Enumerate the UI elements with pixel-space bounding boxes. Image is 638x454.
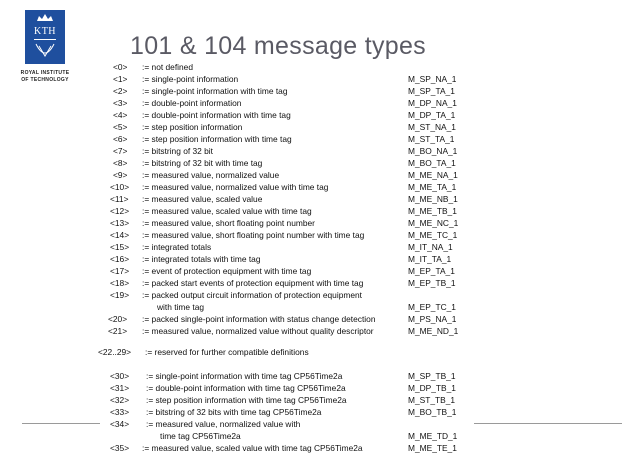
type-code: <0> — [113, 62, 128, 72]
list-item — [0, 265, 638, 277]
type-identifier: M_ME_TD_1 — [408, 431, 458, 441]
type-description: := bitstring of 32 bits with time tag CP56Time2a — [146, 407, 322, 417]
list-item — [0, 301, 638, 313]
type-identifier: M_ME_ND_1 — [408, 326, 459, 336]
type-code: <11> — [110, 194, 129, 204]
type-description: := packed output circuit information of protection equipment — [142, 290, 362, 300]
type-identifier: M_ST_TB_1 — [408, 395, 456, 405]
type-code: <4> — [113, 110, 128, 120]
type-code: <10> — [110, 182, 130, 192]
type-description: := event of protection equipment with time tag — [142, 266, 312, 276]
list-item — [0, 85, 638, 97]
type-description: := bitstring of 32 bit with time tag — [142, 158, 263, 168]
type-code: <34> — [110, 419, 130, 429]
type-description: := packed single-point information with status change detection — [142, 314, 376, 324]
type-identifier: M_ME_TA_1 — [408, 182, 457, 192]
type-description: := measured value, normalized value without quality descriptor — [142, 326, 374, 336]
type-identifier: M_DP_TA_1 — [408, 110, 456, 120]
type-identifier: M_SP_TA_1 — [408, 86, 455, 96]
list-item — [0, 370, 638, 382]
type-code: <16> — [110, 254, 130, 264]
type-code: <32> — [110, 395, 130, 405]
type-code: <7> — [113, 146, 128, 156]
list-item — [0, 289, 638, 301]
type-identifier: M_SP_TB_1 — [408, 371, 456, 381]
type-identifier: M_EP_TA_1 — [408, 266, 455, 276]
type-identifier: M_DP_TB_1 — [408, 383, 456, 393]
type-identifier: M_SP_NA_1 — [408, 74, 457, 84]
type-description: := step position information with time tag CP56Time2a — [146, 395, 347, 405]
type-description: time tag CP56Time2a — [160, 431, 241, 441]
type-identifier: M_EP_TC_1 — [408, 302, 456, 312]
type-code: <35> — [110, 443, 130, 453]
type-code: <8> — [113, 158, 128, 168]
type-code: <15> — [110, 242, 130, 252]
type-identifier: M_PS_NA_1 — [408, 314, 457, 324]
type-identifier: M_ME_TC_1 — [408, 230, 458, 240]
type-description: := measured value, scaled value with time tag CP56Time2a — [142, 443, 363, 453]
logo-text: KTH — [33, 26, 57, 37]
type-description: := measured value, normalized value with — [146, 419, 301, 429]
type-identifier: M_DP_NA_1 — [408, 98, 457, 108]
type-description: := measured value, short floating point number with time tag — [142, 230, 365, 240]
page-title: 101 & 104 message types — [130, 32, 426, 60]
type-code: <13> — [110, 218, 130, 228]
type-code: <19> — [110, 290, 130, 300]
type-code: <9> — [113, 170, 128, 180]
list-item — [0, 193, 638, 205]
list-item — [0, 313, 638, 325]
list-item — [0, 157, 638, 169]
type-code: <17> — [110, 266, 130, 276]
type-code: <5> — [113, 122, 128, 132]
type-description: := step position information — [142, 122, 243, 132]
type-code: <1> — [113, 74, 128, 84]
type-description: := double-point information with time tag CP56Time2a — [146, 383, 346, 393]
list-item — [0, 97, 638, 109]
list-item — [0, 229, 638, 241]
type-description: := integrated totals — [142, 242, 212, 252]
list-item — [0, 145, 638, 157]
type-code: <12> — [110, 206, 130, 216]
institute-line-1: ROYAL INSTITUTE — [20, 70, 70, 76]
type-identifier: M_ST_TA_1 — [408, 134, 455, 144]
list-item — [0, 442, 638, 454]
type-description: := bitstring of 32 bit — [142, 146, 213, 156]
list-item — [0, 430, 638, 442]
list-item — [0, 325, 638, 337]
type-code: <31> — [110, 383, 130, 393]
list-item — [0, 121, 638, 133]
list-item — [0, 346, 638, 358]
type-description: := single-point information with time tag — [142, 86, 288, 96]
type-identifier: M_ME_NC_1 — [408, 218, 459, 228]
type-code: <33> — [110, 407, 130, 417]
type-description: := single-point information — [142, 74, 239, 84]
type-code: <22..29> — [98, 347, 132, 357]
type-code: <6> — [113, 134, 128, 144]
type-identifier: M_BO_NA_1 — [408, 146, 458, 156]
type-identifier: M_ME_TE_1 — [408, 443, 457, 453]
type-description: := measured value, normalized value with time tag — [142, 182, 329, 192]
type-description: := double-point information — [142, 98, 242, 108]
list-item — [0, 241, 638, 253]
type-identifier: M_ME_NB_1 — [408, 194, 458, 204]
list-item — [0, 169, 638, 181]
type-description: := integrated totals with time tag — [142, 254, 261, 264]
list-item — [0, 406, 638, 418]
type-code: <3> — [113, 98, 128, 108]
footer-divider-right — [474, 423, 622, 424]
list-item — [0, 205, 638, 217]
type-description: := not defined — [142, 62, 193, 72]
list-item — [0, 61, 638, 73]
type-code: <20> — [108, 314, 128, 324]
list-item — [0, 181, 638, 193]
type-description: := step position information with time tag — [142, 134, 292, 144]
type-description: := double-point information with time tag — [142, 110, 291, 120]
type-code: <18> — [110, 278, 130, 288]
type-description: := measured value, normalized value — [142, 170, 280, 180]
type-code: <2> — [113, 86, 128, 96]
type-identifier: M_BO_TA_1 — [408, 158, 456, 168]
type-identifier: M_ME_TB_1 — [408, 206, 457, 216]
type-description: with time tag — [157, 302, 205, 312]
list-item — [0, 382, 638, 394]
list-item — [0, 394, 638, 406]
type-identifier: M_ST_NA_1 — [408, 122, 456, 132]
type-description: := single-point information with time tag CP56Time2a — [146, 371, 343, 381]
type-identifier: M_EP_TB_1 — [408, 278, 456, 288]
type-identifier: M_IT_TA_1 — [408, 254, 452, 264]
type-code: <30> — [110, 371, 130, 381]
type-identifier: M_ME_NA_1 — [408, 170, 458, 180]
list-item — [0, 109, 638, 121]
list-item — [0, 253, 638, 265]
list-item — [0, 418, 638, 430]
list-item — [0, 133, 638, 145]
list-item — [0, 277, 638, 289]
type-identifier: M_IT_NA_1 — [408, 242, 453, 252]
type-description: := packed start events of protection equipment with time tag — [142, 278, 364, 288]
type-code: <21> — [108, 326, 128, 336]
type-identifier: M_BO_TB_1 — [408, 407, 457, 417]
type-description: := measured value, short floating point number — [142, 218, 315, 228]
type-description: := measured value, scaled value — [142, 194, 263, 204]
type-description: := measured value, scaled value with time tag — [142, 206, 312, 216]
footer-divider-left — [22, 423, 100, 424]
type-code: <14> — [110, 230, 130, 240]
list-item — [0, 73, 638, 85]
type-description: := reserved for further compatible definitions — [145, 347, 309, 357]
list-item — [0, 217, 638, 229]
institute-line-2: OF TECHNOLOGY — [21, 77, 69, 83]
